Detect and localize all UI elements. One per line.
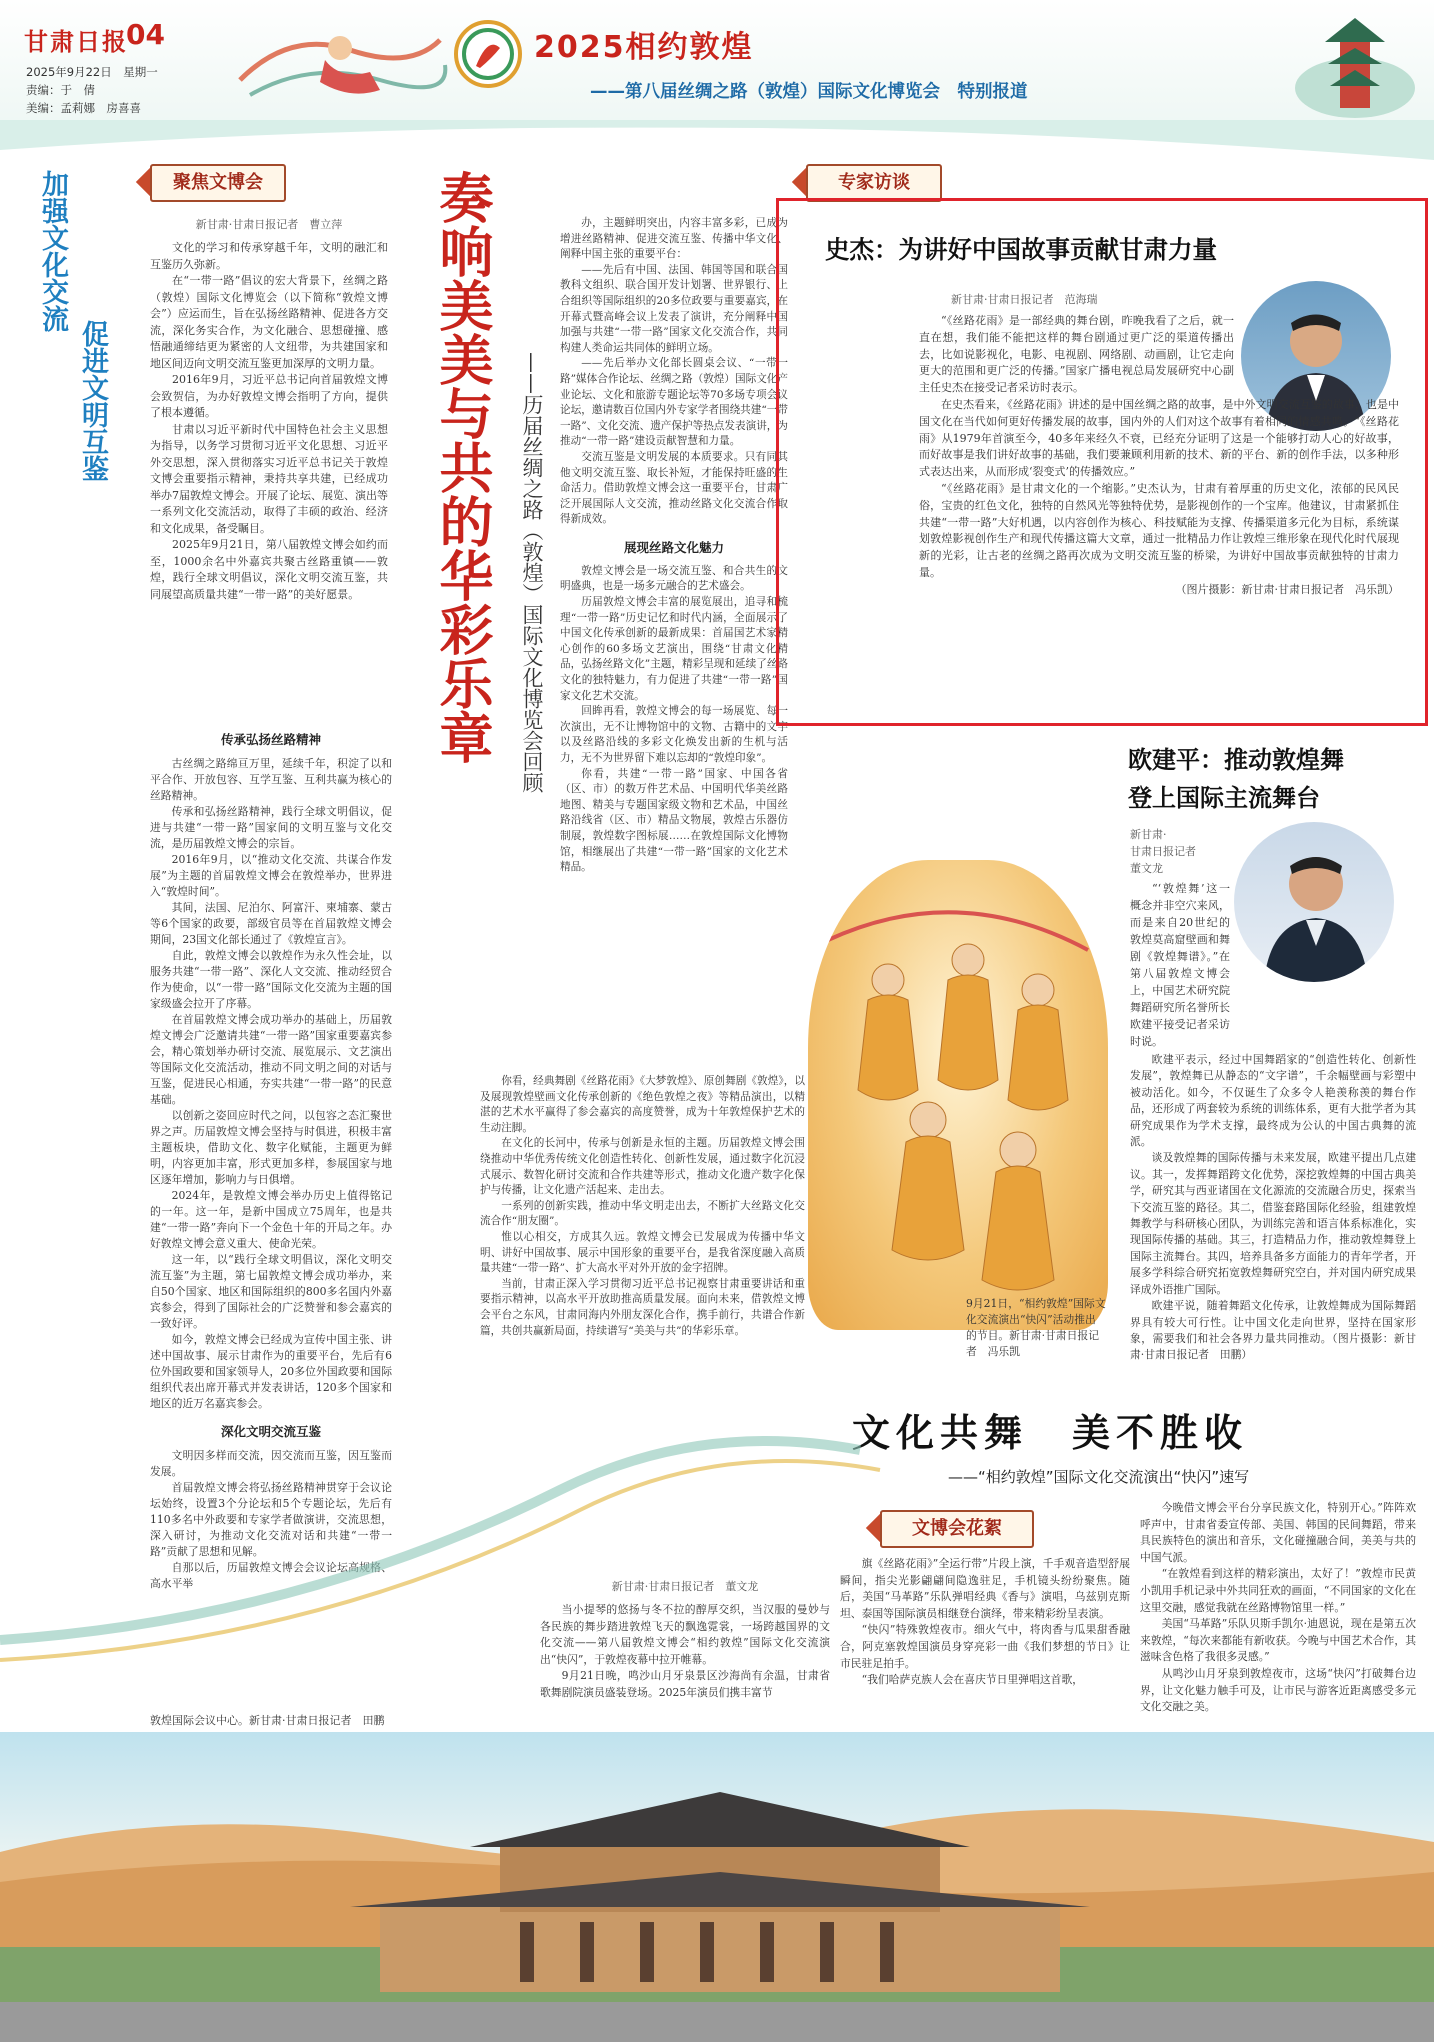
expert-byline: 新甘肃·甘肃日报记者 范海瑞: [951, 293, 1098, 306]
ou-byline-line: 董文龙: [1130, 862, 1163, 875]
middle-top-body: [560, 216, 788, 528]
man-portrait-icon: [1234, 822, 1394, 982]
expert-tag: 专家访谈: [806, 164, 942, 202]
culture-byline: 新甘肃·甘肃日报记者 董文龙: [611, 1580, 759, 1593]
deepen-title: 深化文明交流互鉴: [220, 1424, 321, 1439]
ou-para: “‘敦煌舞’这一概念并非空穴来风，而是来自20世纪的敦煌莫高窟壁画和舞剧《敦煌舞谱》。”在第八届敦煌文博会上，中国艺术研究院舞蹈研究所名誉所长欧建平接受记者采访时说。: [1130, 882, 1230, 1048]
bottom-caption: 敦煌国际会议中心。新甘肃·甘肃日报记者 田鹏: [150, 1714, 385, 1727]
middle-para: ——先后举办文化部长圆桌会议、“一带一路”媒体合作论坛、丝绸之路（敦煌）国际文化产业论坛、文化和旅游专题论坛等70多场专项会议论坛，邀请数百位国内外专家学者围绕共建“一带一路”、文化交流、遗产保护等热点发表演讲，为推动“一带一路”建设贡献智慧和力量。: [560, 357, 788, 448]
editor-line: 责编：于 倩: [26, 83, 95, 97]
expert-title: 史杰：为讲好中国故事贡献甘肃力量: [825, 235, 1217, 264]
spirit-para: 传承和弘扬丝路精神，践行全球文明倡议，促进与共建“一带一路”国家间的文明互鉴与文化交流，是历届敦煌文博会的宗旨。: [150, 805, 392, 850]
spirit-para: 以创新之姿回应时代之问，以包容之态汇聚世界之声。历届敦煌文博会坚持与时俱进，积极丰富主题板块，借助文化、数字化赋能，主题更为鲜明，内容更加丰富，形式更加多样，参展国家与地区逐年增加，影响力与日俱增。: [150, 1109, 392, 1186]
expert-body: [919, 313, 1399, 599]
culture-col3: [1140, 1500, 1416, 1716]
masthead: [0, 0, 1434, 128]
spirit-para: 2024年，是敦煌文博会举办历史上值得铭记的一年。这一年，是新中国成立75周年，也是共建“一带一路”奔向下一个金色十年的开局之年。办好敦煌文博会意义重大、使命光荣。: [150, 1189, 392, 1250]
culture-para: 从鸣沙山月牙泉到敦煌夜市，这场“快闪”打破舞台边界，让文化魅力触手可及，让市民与游客近距离感受多元文化交融之美。: [1140, 1666, 1416, 1714]
middle-para: 在文化的长河中，传承与创新是永恒的主题。历届敦煌文博会围绕推动中华优秀传统文化创造性转化、创新性发展，通过数字化沉浸式展示、数智化研讨交流和合作共建等形式，推动文化遗产数字化保护与传播，让文化遗产活起来、走出去。: [480, 1137, 805, 1197]
expert-para: “《丝路花雨》是一部经典的舞台剧，昨晚我看了之后，就一直在想，我们能不能把这样的舞台剧通过更广泛的渠道传播出去，比如说影视化，电影、电视剧、网络剧、动画剧，让它走向更大的范围和更广泛的传播。”国家广播电视总局发展研究中心副主任史杰在接受记者采访时表示。: [919, 314, 1234, 395]
middle-para: 你看，经典舞剧《丝路花雨》《大梦敦煌》、原创舞剧《敦煌》，以及展现敦煌壁画文化传承创新的《绝色敦煌之夜》等精品演出，以精湛的艺术水平赢得了参会嘉宾的高度赞誉，成为十年敦煌保护艺术的生动注脚。: [480, 1075, 805, 1134]
ou-narrow-body: [1130, 880, 1230, 1050]
middle-para: 一系列的创新实践，推动中华文明走出去，不断扩大丝路文化交流合作“朋友圈”。: [480, 1199, 805, 1228]
paper-logo: 甘肃日报: [24, 28, 128, 56]
culture-para: 今晚借文博会平台分享民族文化，特别开心。”阵阵欢呼声中，甘肃省委宣传部、美国、韩国的民间舞蹈，带来具民族特色的演出和音乐，文化碰撞融合间，美美与共的中国气派。: [1140, 1501, 1416, 1564]
middle-para: 交流互鉴是文明发展的本质要求。只有同其他文明交流互鉴、取长补短，才能保持旺盛的生命活力。借助敦煌文博会这一重要平台，甘肃广泛开展国际人文交流，推动丝路文化交流合作取得新成效。: [560, 450, 788, 526]
ou-byline-line: 甘肃日报记者: [1130, 845, 1196, 858]
middle-title: 展现丝路文化魅力: [623, 539, 724, 555]
focus-para: 2016年9月，习近平总书记向首届敦煌文博会致贺信，为办好敦煌文博会指明了方向，提供了根本遵循。: [150, 373, 388, 419]
spirit-title: 传承弘扬丝路精神: [220, 732, 321, 747]
ou-title-line1: 欧建平：推动敦煌舞: [1128, 746, 1344, 774]
focus-para: 2025年9月21日，第八届敦煌文博会如约而至，1000余名中外嘉宾共聚古丝路重镇——敦煌，践行全球文明倡议，深化文明交流互鉴，共同展望高质量共建“一带一路”的美好愿景。: [150, 538, 388, 601]
spirit-body: [150, 756, 392, 1412]
middle-para: 办，主题鲜明突出，内容丰富多彩，已成为增进丝路精神、促进交流互鉴、传播中华文化、阐释中国主张的重要平台：: [560, 217, 788, 261]
middle-para: 你看，共建“一带一路”国家、中国各省（区、市）的数万件艺术品、中国明代华美丝路地图、精美与专题国家级文物和艺术品，中国丝路沿线省（区、市）精品文物展，敦煌古乐器仿制展，敦煌数字图标展……在敦煌国际文化博物馆，相继展出了共建“一带一路”国家的文化艺术精品。: [560, 767, 788, 874]
middle-para: 回眸再看，敦煌文博会的每一场展览、每一次演出，无不让博物馆中的文物、古籍中的文字以及丝路沿线的多彩文化焕发出新的生机与活力，无不为世界留下难以忘却的“敦煌印象”。: [560, 705, 788, 764]
culture-title: 文化共舞 美不胜收: [852, 1411, 1249, 1455]
expo-logo-icon: [452, 18, 524, 90]
main-headline: 奏响美美与共的华彩乐章: [431, 170, 494, 764]
deepen-para: 文明因多样而交流，因交流而互鉴，因互鉴而发展。: [150, 1449, 392, 1478]
culture-para: “在敦煌看到这样的精彩演出，太好了！”敦煌市民黄小凯用手机记录中外共同狂欢的画面，“不同国家的文化在这里交融，感觉我就在丝路博物馆里一样。”: [1140, 1567, 1416, 1614]
mogao-pagoda-icon: [1290, 8, 1420, 123]
ou-para: 谈及敦煌舞的国际传播与未来发展，欧建平提出几点建议。其一，发挥舞蹈跨文化优势，深挖敦煌舞的中国古典美学，研究其与西亚诸国在文化源流的交流融合历史，探索当下交流互鉴的路径。其二，借鉴套路国际化经验，组建敦煌舞教学与科研核心团队，为训练完善和语言体系标准化，实现国际传播的基础。其三，打造精品力作，推动敦煌舞登上国际主流舞台。其四，培养具备多方面能力的青年学者，开展多学科综合研究拓宽敦煌舞研究空白，并对国内研究成果译成外语推广国际。: [1130, 1151, 1416, 1296]
date-line: 2025年9月22日 星期一: [26, 65, 158, 79]
culture-para: “快闪”特殊敦煌夜市。细火气中，将肉香与瓜果甜香融合，阿克塞敦煌国演员身穿亮彩一曲《我们梦想的节日》让市民驻足拍手。: [840, 1623, 1130, 1670]
spirit-para: 古丝绸之路绵亘万里，延续千年，积淀了以和平合作、开放包容、互学互鉴、互利共赢为核心的丝路精神。: [150, 757, 392, 802]
culture-para: 9月21日晚，鸣沙山月牙泉景区沙海尚有余温，甘肃省歌舞剧院演员盛装登场。2025年演员们携丰富节: [540, 1669, 830, 1699]
ou-body: [1130, 1052, 1416, 1364]
spirit-para: 这一年，以“践行全球文明倡议，深化文明交流互鉴”为主题，第七届敦煌文博会成功举办，来自50个国家、地区和国际组织的800多名国内外嘉宾参会，得到了国际社会的广泛赞誉和参会嘉宾的一致好评。: [150, 1253, 392, 1330]
middle-mid-body: [560, 564, 788, 876]
middle-para: ——先后有中国、法国、韩国等国和联合国教科文组织、联合国开发计划署、世界银行、上合组织等国际组织的20多位政要与重要嘉宾，在开幕式暨高峰会议上发表了演讲，充分阐释中国加强与共建“一带一路”国家文化交流合作，共同构建人类命运共同体的鲜明立场。: [560, 263, 788, 354]
expert-para: “《丝路花雨》是甘肃文化的一个缩影。”史杰认为，甘肃有着厚重的历史文化，浓郁的民风民俗，宝贵的红色文化，独特的自然风光等独特优势，是影视创作的一个宝库。他建议，甘肃紧抓住共建“一带一路”大好机遇，以内容创作为核心、科技赋能为支撑、传播渠道多元化为目标，系统谋划敦煌影视创作生产和现代传播这篇大文章，通过一批精品力作让敦煌三维形象在现代化时代展现新的光彩，让古老的丝绸之路再次成为文明交流互鉴的桥梁，为讲好中国故事贡献独特的甘肃力量。: [919, 481, 1399, 579]
dancer-figures-icon: [808, 860, 1108, 1330]
middle-lower-body: [480, 1074, 805, 1339]
focus-para: 在“一带一路”倡议的宏大背景下，丝绸之路（敦煌）国际文化博览会（以下简称“敦煌文博会”）应运而生，旨在弘扬丝路精神、促进各方交流，深化务实合作，为文化融合、思想碰撞、感悟融通缔结更为紧密的人文纽带，为共建国家和地区间迈向文明交流互鉴更加深厚的文明力量。: [150, 274, 388, 370]
dancers-photo: [808, 860, 1108, 1330]
spirit-para: 自此，敦煌文博会以敦煌作为永久性会址，以服务共建“一带一路”、深化人文交流、推动经贸合作为使命，以“一带一路”国际文化交流为主题的国家级盛会拉开了序幕。: [150, 949, 392, 1010]
designer-line: 美编：孟莉娜 房喜喜: [26, 101, 141, 115]
conference-center-photo: [0, 1732, 1434, 2042]
culture-para: 美国“马革路”乐队贝斯手凯尔·迪恩说，现在是第五次来敦煌，“每次来都能有新收获。今晚与中国艺术合作，其滋味含色格了我很多灵感。”: [1140, 1617, 1416, 1664]
ou-byline-line: 新甘肃·: [1130, 828, 1167, 841]
desert-building-icon: [0, 1732, 1434, 2042]
culture-subtitle: ——“相约敦煌”国际文化交流演出“快闪”速写: [948, 1468, 1250, 1486]
page-number: 04: [126, 18, 165, 51]
slogan-line1: 加强文化交流: [37, 170, 68, 332]
middle-para: 敦煌文博会是一场交流互鉴、和合共生的文明盛典，也是一场多元融合的艺术盛会。: [560, 564, 788, 593]
middle-para: 历届敦煌文博会丰富的展览展出，追寻和梳理“一带一路”历史记忆和时代内涵，全面展示了中国文化传承创新的最新成果：首届国艺术家精心创作的60多场文艺演出，围绕“甘肃文化精品，弘扬丝路文化”主题，精彩呈现和延续了丝路文化的独特魅力，有力促进了共建“一带一路”国家文化艺术交流。: [560, 596, 788, 702]
focus-para: 文化的学习和传承穿越千年，文明的融汇和互鉴历久弥新。: [150, 241, 388, 271]
ou-portrait: [1234, 822, 1394, 982]
main-subheadline: ——历届丝绸之路（敦煌）国际文化博览会回顾: [520, 352, 544, 793]
ou-title-line2: 登上国际主流舞台: [1128, 784, 1320, 812]
focus-byline: 新甘肃·甘肃日报记者 曹立萍: [195, 218, 343, 231]
spirit-para: 其间，法国、尼泊尔、阿富汗、柬埔寨、蒙古等6个国家的政要，部级官员等在首届敦煌文博会期间，23国文化部长通过了《敦煌宣言》。: [150, 901, 392, 946]
culture-tag: 文博会花絮: [880, 1510, 1034, 1548]
focus-tag: 聚焦文博会: [150, 164, 286, 202]
slogan-line2: 促进文明互鉴: [77, 320, 108, 482]
flying-apsara-icon: [230, 10, 450, 115]
spirit-para: 如今，敦煌文博会已经成为宣传中国主张、讲述中国故事、展示甘肃作为的重要平台，先后有6位外国政要和国家领导人，20多位外国政要和国际组织代表出席开幕式并发表讲话，120多个国家和地区的近万名嘉宾参会。: [150, 1333, 392, 1410]
culture-para: 当小提琴的悠扬与冬不拉的醇厚交织，当汉服的曼妙与各民族的舞步踏进敦煌飞天的飘逸霓裳，一场跨越国界的文化交流——第八届敦煌文博会“相约敦煌”国际文化交流演出“快闪”，于敦煌夜幕中拉开帷幕。: [540, 1603, 830, 1666]
expert-box: [776, 198, 1428, 726]
middle-section: [560, 216, 788, 876]
middle-para: 惟以心相交，方成其久远。敦煌文博会已发展成为传播中华文明、讲好中国故事、展示中国形象的重要平台，是我省深度融入高质量共建“一带一路”、扩大高水平对外开放的金字招牌。: [480, 1230, 805, 1275]
middle-para: 当前，甘肃正深入学习贯彻习近平总书记视察甘肃重要讲话和重要指示精神，以高水平开放助推高质量发展。面向未来，借敦煌文博会平台之东风，甘肃同海内外朋友深化合作，携手前行，共谱合作新篇，共创共赢新局面，持续谱写“美美与共”的华彩乐章。: [480, 1277, 805, 1337]
focus-section: [150, 210, 388, 603]
ou-byline: [1130, 826, 1230, 877]
culture-para: 旗《丝路花雨》”全运行带”片段上演，千手观音造型舒展瞬间，指尖光影翩翩间隐逸驻足，手机镜头纷纷聚焦。随后，美国“马革路”乐队弹唱经典《香与》演唱，乌兹别克斯坦、泰国等国际演员相继登台演绎，带来精彩纷呈表演。: [840, 1557, 1130, 1620]
deepen-para: 自那以后，历届敦煌文博会会议论坛高规格、高水平举: [150, 1561, 392, 1590]
expert-credit: （图片摄影：新甘肃·甘肃日报记者 冯乐凯）: [1175, 582, 1399, 596]
banner-subtitle: ——第八届丝绸之路（敦煌）国际文化博览会 特别报道: [590, 82, 1028, 102]
focus-intro: [150, 240, 388, 603]
deepen-para: 首届敦煌文博会将弘扬丝路精神贯穿于会议论坛始终，设置3个分论坛和5个专题论坛，先后有110多名中外政要和专家学者做演讲，交流思想，深入研讨，为推动文化交流对话和共建“一带一路”贡献了思想和见解。: [150, 1481, 392, 1558]
ou-para: 欧建平说，随着舞蹈文化传承，让敦煌舞成为国际舞蹈界具有较大可行性。让中国文化走向世界，坚持在国家形象，需要我们和社会各界力量共同推动。（图片摄影：新甘肃·甘肃日报记者 田鹏）: [1130, 1299, 1416, 1362]
spirit-para: 2016年9月，以“推动文化交流、共谋合作发展”为主题的首届敦煌文博会在敦煌举办，世界进入“敦煌时间”。: [150, 853, 392, 898]
banner-title: 2025相约敦煌: [534, 30, 754, 65]
ou-para: 欧建平表示，经过中国舞蹈家的“创造性转化、创新性发展”，敦煌舞已从静态的“文字谱”，千余幅壁画与彩塑中被动活化。如今，不仅诞生了众多令人艳羡称羡的舞台作品，还形成了两套较为系统的训练体系，更有大批学者为其研究成果作为学术支撑，最终成为公认的中国古典舞的流派。: [1130, 1053, 1416, 1149]
photo-caption: 9月21日，“相约敦煌”国际文化交流演出“快闪”活动推出的节目。新甘肃·甘肃日报记者 冯乐凯: [966, 1297, 1106, 1358]
focus-para: 甘肃以习近平新时代中国特色社会主义思想为指导，以务学习贯彻习近平文化思想、习近平外交思想，深入贯彻落实习近平总书记关于敦煌文博会重要指示精神，秉持共享共建，已经成功举办7届敦煌文博会。开展了论坛、展览、演出等一系列文化交流活动，取得了丰硕的政治、经济和文化成果，备受瞩目。: [150, 422, 388, 535]
expert-para: 在史杰看来，《丝路花雨》讲述的是中国丝绸之路的故事，是中外文明交流互鉴的故事，也是中国文化在当代如何更好传播发展的故事，国内外的人们对这个故事有着相同的情感共鸣。“《丝路花雨》从1979年首演至今，40多年来经久不衰，已经充分证明了这是一个能够打动人心的好故事，而好故事是我们讲好故事的基础，我们要兼顾利用新的技术、新的平台、新的创作手法，以多种形式表达出来，从而形成‘裂变式’的传播效应。”: [919, 397, 1399, 479]
decorative-curve: [0, 1380, 900, 1680]
spirit-para: 在首届敦煌文博会成功举办的基础上，历届敦煌文博会广泛邀请共建“一带一路”国家重要嘉宾参会，精心策划举办研讨交流、展览展示、文艺演出等国际文化交流活动，推动不同文明之间的对话与互鉴，促进民心相通，夯实共建“一带一路”的民意基础。: [150, 1013, 392, 1106]
culture-para: “我们哈萨克族人会在喜庆节日里弹唱这首歌，: [861, 1673, 1084, 1687]
